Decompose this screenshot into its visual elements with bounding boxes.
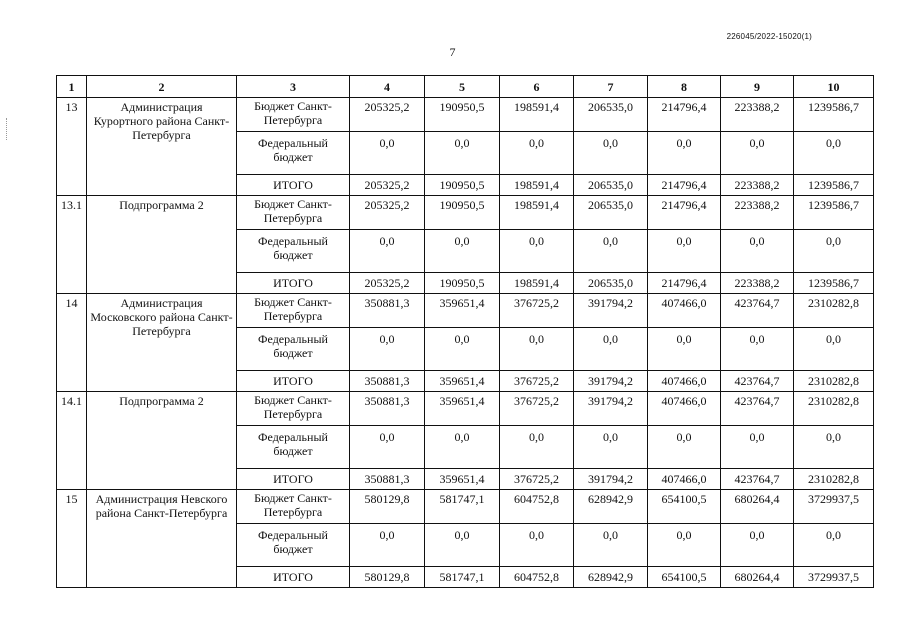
funding-source: Федеральный бюджет <box>237 132 350 175</box>
amount-cell: 3729937,5 <box>794 490 874 524</box>
amount-cell: 628942,9 <box>574 490 648 524</box>
amount-cell: 214796,4 <box>648 196 721 230</box>
amount-cell: 1239586,7 <box>794 273 874 294</box>
amount-cell: 0,0 <box>500 426 574 469</box>
program-name: Администрация Невского района Санкт-Петербурга <box>87 490 237 588</box>
amount-cell: 0,0 <box>350 426 425 469</box>
table-row <box>57 392 874 426</box>
funding-source: ИТОГО <box>237 371 350 392</box>
amount-cell: 0,0 <box>794 524 874 567</box>
amount-cell: 376725,2 <box>500 371 574 392</box>
amount-cell: 198591,4 <box>500 273 574 294</box>
amount-cell: 2310282,8 <box>794 371 874 392</box>
amount-cell: 0,0 <box>721 328 794 371</box>
row-number: 13 <box>57 98 87 196</box>
row-number: 13.1 <box>57 196 87 294</box>
funding-source: Федеральный бюджет <box>237 426 350 469</box>
amount-cell: 223388,2 <box>721 98 794 132</box>
table-row <box>57 294 874 328</box>
table-body <box>57 98 874 588</box>
amount-cell: 0,0 <box>500 524 574 567</box>
header-cell: 4 <box>350 76 425 98</box>
amount-cell: 0,0 <box>721 524 794 567</box>
amount-cell: 0,0 <box>648 132 721 175</box>
amount-cell: 0,0 <box>425 230 500 273</box>
header-cell: 2 <box>87 76 237 98</box>
funding-source: Бюджет Санкт-Петербурга <box>237 294 350 328</box>
amount-cell: 680264,4 <box>721 490 794 524</box>
amount-cell: 0,0 <box>648 328 721 371</box>
amount-cell: 0,0 <box>574 328 648 371</box>
amount-cell: 376725,2 <box>500 294 574 328</box>
amount-cell: 391794,2 <box>574 371 648 392</box>
amount-cell: 359651,4 <box>425 392 500 426</box>
funding-source: ИТОГО <box>237 175 350 196</box>
margin-mark <box>6 118 8 140</box>
amount-cell: 0,0 <box>574 426 648 469</box>
amount-cell: 0,0 <box>574 230 648 273</box>
funding-source: Бюджет Санкт-Петербурга <box>237 98 350 132</box>
funding-source: Бюджет Санкт-Петербурга <box>237 392 350 426</box>
amount-cell: 407466,0 <box>648 294 721 328</box>
row-number: 14.1 <box>57 392 87 490</box>
amount-cell: 0,0 <box>574 132 648 175</box>
amount-cell: 580129,8 <box>350 567 425 588</box>
amount-cell: 1239586,7 <box>794 98 874 132</box>
table-row <box>57 196 874 230</box>
amount-cell: 654100,5 <box>648 567 721 588</box>
header-cell: 5 <box>425 76 500 98</box>
header-cell: 6 <box>500 76 574 98</box>
amount-cell: 0,0 <box>425 132 500 175</box>
amount-cell: 214796,4 <box>648 273 721 294</box>
document-id: 226045/2022-15020(1) <box>726 32 812 41</box>
amount-cell: 190950,5 <box>425 273 500 294</box>
amount-cell: 0,0 <box>350 132 425 175</box>
amount-cell: 2310282,8 <box>794 392 874 426</box>
amount-cell: 407466,0 <box>648 371 721 392</box>
amount-cell: 206535,0 <box>574 98 648 132</box>
amount-cell: 205325,2 <box>350 175 425 196</box>
amount-cell: 580129,8 <box>350 490 425 524</box>
amount-cell: 423764,7 <box>721 371 794 392</box>
amount-cell: 0,0 <box>721 426 794 469</box>
amount-cell: 581747,1 <box>425 567 500 588</box>
amount-cell: 0,0 <box>574 524 648 567</box>
amount-cell: 206535,0 <box>574 175 648 196</box>
amount-cell: 205325,2 <box>350 98 425 132</box>
header-cell: 8 <box>648 76 721 98</box>
amount-cell: 350881,3 <box>350 469 425 490</box>
program-name: Администрация Курортного района Санкт-Петербурга <box>87 98 237 196</box>
funding-source: ИТОГО <box>237 567 350 588</box>
amount-cell: 0,0 <box>500 230 574 273</box>
header-row <box>57 76 874 98</box>
amount-cell: 0,0 <box>721 132 794 175</box>
amount-cell: 0,0 <box>425 426 500 469</box>
amount-cell: 214796,4 <box>648 98 721 132</box>
amount-cell: 206535,0 <box>574 273 648 294</box>
amount-cell: 350881,3 <box>350 294 425 328</box>
amount-cell: 3729937,5 <box>794 567 874 588</box>
header-cell: 3 <box>237 76 350 98</box>
amount-cell: 0,0 <box>350 524 425 567</box>
amount-cell: 2310282,8 <box>794 469 874 490</box>
funding-source: Федеральный бюджет <box>237 230 350 273</box>
amount-cell: 359651,4 <box>425 371 500 392</box>
header-cell: 1 <box>57 76 87 98</box>
header-cell: 7 <box>574 76 648 98</box>
header-cell: 10 <box>794 76 874 98</box>
amount-cell: 0,0 <box>721 230 794 273</box>
row-number: 14 <box>57 294 87 392</box>
amount-cell: 190950,5 <box>425 175 500 196</box>
amount-cell: 198591,4 <box>500 175 574 196</box>
amount-cell: 0,0 <box>425 524 500 567</box>
amount-cell: 198591,4 <box>500 196 574 230</box>
budget-table <box>56 75 874 588</box>
funding-source: Бюджет Санкт-Петербурга <box>237 490 350 524</box>
amount-cell: 205325,2 <box>350 273 425 294</box>
funding-source: Федеральный бюджет <box>237 524 350 567</box>
amount-cell: 604752,8 <box>500 490 574 524</box>
page-number: 7 <box>449 45 456 59</box>
amount-cell: 0,0 <box>794 230 874 273</box>
amount-cell: 0,0 <box>500 328 574 371</box>
program-name: Подпрограмма 2 <box>87 196 237 294</box>
amount-cell: 359651,4 <box>425 469 500 490</box>
amount-cell: 214796,4 <box>648 175 721 196</box>
amount-cell: 223388,2 <box>721 196 794 230</box>
amount-cell: 0,0 <box>350 328 425 371</box>
funding-source: ИТОГО <box>237 469 350 490</box>
amount-cell: 391794,2 <box>574 294 648 328</box>
table-row <box>57 98 874 132</box>
amount-cell: 190950,5 <box>425 98 500 132</box>
amount-cell: 2310282,8 <box>794 294 874 328</box>
amount-cell: 0,0 <box>350 230 425 273</box>
amount-cell: 391794,2 <box>574 469 648 490</box>
amount-cell: 0,0 <box>648 426 721 469</box>
amount-cell: 407466,0 <box>648 392 721 426</box>
program-name: Подпрограмма 2 <box>87 392 237 490</box>
program-name: Администрация Московского района Санкт-Петербурга <box>87 294 237 392</box>
amount-cell: 604752,8 <box>500 567 574 588</box>
table-row <box>57 490 874 524</box>
amount-cell: 190950,5 <box>425 196 500 230</box>
amount-cell: 1239586,7 <box>794 196 874 230</box>
amount-cell: 205325,2 <box>350 196 425 230</box>
amount-cell: 206535,0 <box>574 196 648 230</box>
amount-cell: 1239586,7 <box>794 175 874 196</box>
amount-cell: 423764,7 <box>721 469 794 490</box>
amount-cell: 376725,2 <box>500 392 574 426</box>
amount-cell: 628942,9 <box>574 567 648 588</box>
amount-cell: 376725,2 <box>500 469 574 490</box>
amount-cell: 654100,5 <box>648 490 721 524</box>
funding-source: Федеральный бюджет <box>237 328 350 371</box>
amount-cell: 223388,2 <box>721 175 794 196</box>
amount-cell: 0,0 <box>425 328 500 371</box>
funding-source: ИТОГО <box>237 273 350 294</box>
amount-cell: 0,0 <box>500 132 574 175</box>
amount-cell: 223388,2 <box>721 273 794 294</box>
amount-cell: 350881,3 <box>350 371 425 392</box>
amount-cell: 680264,4 <box>721 567 794 588</box>
amount-cell: 0,0 <box>794 132 874 175</box>
amount-cell: 0,0 <box>794 328 874 371</box>
amount-cell: 581747,1 <box>425 490 500 524</box>
header-cell: 9 <box>721 76 794 98</box>
amount-cell: 423764,7 <box>721 392 794 426</box>
amount-cell: 359651,4 <box>425 294 500 328</box>
amount-cell: 350881,3 <box>350 392 425 426</box>
amount-cell: 198591,4 <box>500 98 574 132</box>
amount-cell: 407466,0 <box>648 469 721 490</box>
amount-cell: 423764,7 <box>721 294 794 328</box>
amount-cell: 0,0 <box>794 426 874 469</box>
amount-cell: 0,0 <box>648 524 721 567</box>
amount-cell: 0,0 <box>648 230 721 273</box>
row-number: 15 <box>57 490 87 588</box>
amount-cell: 391794,2 <box>574 392 648 426</box>
funding-source: Бюджет Санкт-Петербурга <box>237 196 350 230</box>
